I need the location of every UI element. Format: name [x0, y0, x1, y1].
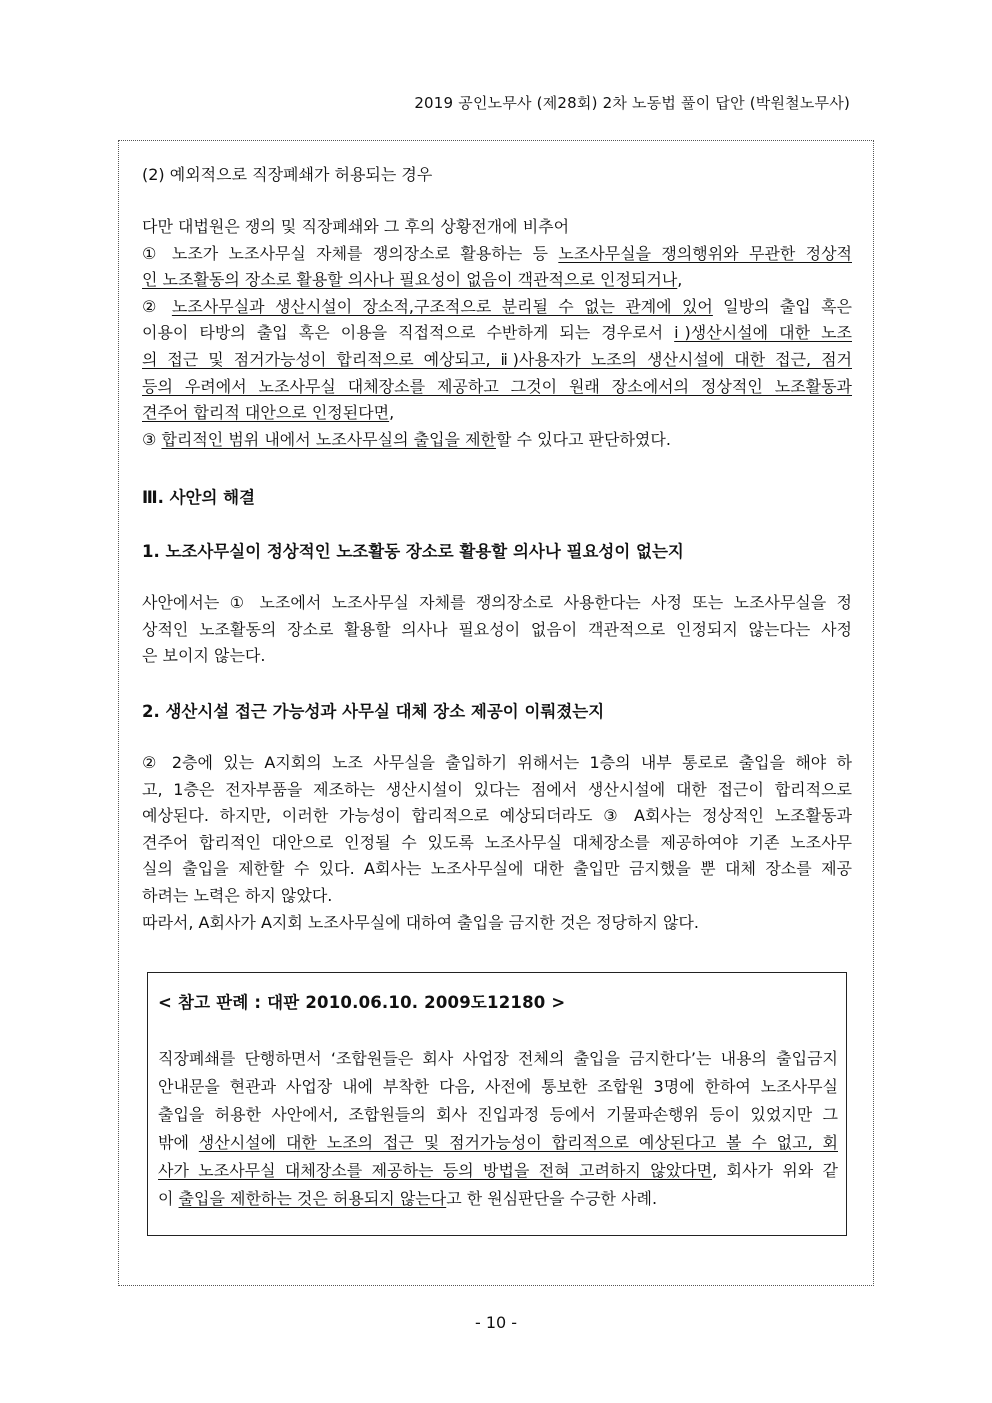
- reference-line: 사가 노조사무실 대체장소를 제공하는 등의 방법을 전혀 고려하지 않았다면, 회사가 위와 같: [158, 1161, 838, 1180]
- sub2-line: 예상된다. 하지만, 이러한 가능성이 합리적으로 예상되더라도 ③ A회사는 정상적인 노조활동과: [142, 806, 852, 826]
- sub2-line: 견주어 합리적인 대안으로 인정될 수 있도록 노조사무실 대체장소를 제공하여야 기존 노조사무: [142, 832, 852, 852]
- item1-line-2: 인 노조활동의 장소로 활용할 의사나 필요성이 없음이 객관적으로 인정되거나,: [142, 270, 683, 290]
- reference-line: 안내문을 현관과 사업장 내에 부착한 다음, 사전에 통보한 조합원 3명에 한하여 노조사무실: [158, 1077, 838, 1096]
- exception-intro: 다만 대법원은 쟁의 및 직장폐쇄와 그 후의 상황전개에 비추어: [142, 217, 570, 236]
- sub2-line: 하려는 노력은 하지 않았다.: [142, 885, 333, 905]
- item2-line-1: ② 노조사무실과 생산시설이 장소적,구조적으로 분리될 수 없는 관계에 있어 일방의 출입 혹은: [142, 296, 852, 316]
- item2-line-3: 의 접근 및 점거가능성이 합리적으로 예상되고, ⅱ)사용자가 노조의 생산시설에 대한 접근, 점거: [142, 349, 852, 369]
- exception-heading: (2) 예외적으로 직장폐쇄가 허용되는 경우: [142, 165, 433, 184]
- sub1-paragraph: [142, 590, 852, 670]
- item2-line-4: 등의 우려에서 노조사무실 대체장소를 제공하고 그것이 원래 장소에서의 정상적인 노조활동과: [142, 376, 852, 396]
- reference-body: [158, 1045, 838, 1213]
- sub2-conclusion: 따라서, A회사가 A지회 노조사무실에 대하여 출입을 금지한 것은 정당하지 않다.: [142, 912, 699, 932]
- sub2-line: ② 2층에 있는 A지회의 노조 사무실을 출입하기 위해서는 1층의 내부 통로로 출입을 해야 하: [142, 753, 852, 772]
- reference-line: 이 출입을 제한하는 것은 허용되지 않는다고 한 원심판단을 수긍한 사례.: [158, 1189, 658, 1208]
- sub1-line: 사안에서는 ① 노조에서 노조사무실 자체를 쟁의장소로 사용한다는 사정 또는 노조사무실을 정: [142, 593, 852, 612]
- sub1-line: 상적인 노조활동의 장소로 활용할 의사나 필요성이 없음이 객관적으로 인정되지 않는다는 사정: [142, 619, 852, 639]
- reference-line: 직장폐쇄를 단행하면서 ‘조합원들은 회사 사업장 전체의 출입을 금지한다’는 내용의 출입금지: [158, 1049, 838, 1068]
- sub2-paragraph: [142, 750, 852, 936]
- reference-line: 출입을 허용한 사안에서, 조합원들의 회사 진입과정 등에서 기물파손행위 등이 있었지만 그: [158, 1105, 838, 1124]
- item1-line-1: ① 노조가 노조사무실 자체를 쟁의장소로 활용하는 등 노조사무실을 쟁의행위와 무관한 정상적: [142, 243, 852, 263]
- item2-line-5: 견주어 합리적 대안으로 인정된다면,: [142, 403, 395, 423]
- item2-line-2: 이용이 타방의 출입 혹은 이용을 직접적으로 수반하게 되는 경우로서 ⅰ)생산시설에 대한 노조: [142, 323, 852, 343]
- sub2-line: 고, 1층은 전자부품을 제조하는 생산시설이 있다는 점에서 생산시설에 대한 접근이 합리적으로: [142, 779, 852, 799]
- sub2-heading: 2. 생산시설 접근 가능성과 사무실 대체 장소 제공이 이뤄졌는지: [142, 702, 605, 721]
- item3-line: ③ 합리적인 범위 내에서 노조사무실의 출입을 제한할 수 있다고 판단하였다.: [142, 429, 671, 449]
- reference-line: 밖에 생산시설에 대한 노조의 접근 및 점거가능성이 합리적으로 예상된다고 볼 수 없고, 회: [158, 1133, 838, 1152]
- sub2-line: 실의 출입을 제한할 수 있다. A회사는 노조사무실에 대한 출입만 금지했을 뿐 대체 장소를 제공: [142, 859, 852, 879]
- reference-title: < 참고 판례 : 대판 2010.06.10. 2009도12180 >: [158, 993, 566, 1012]
- resolution-heading: Ⅲ. 사안의 해결: [142, 488, 256, 507]
- sub1-line: 은 보이지 않는다.: [142, 646, 266, 666]
- reference-box: [147, 972, 847, 1236]
- document-header: 2019 공인노무사 (제28회) 2차 노동법 풀이 답안 (박원철노무사): [414, 94, 850, 112]
- exception-paragraph: [142, 214, 852, 453]
- sub1-heading: 1. 노조사무실이 정상적인 노조활동 장소로 활용할 의사나 필요성이 없는지: [142, 542, 684, 561]
- page-number: - 10 -: [474, 1313, 518, 1332]
